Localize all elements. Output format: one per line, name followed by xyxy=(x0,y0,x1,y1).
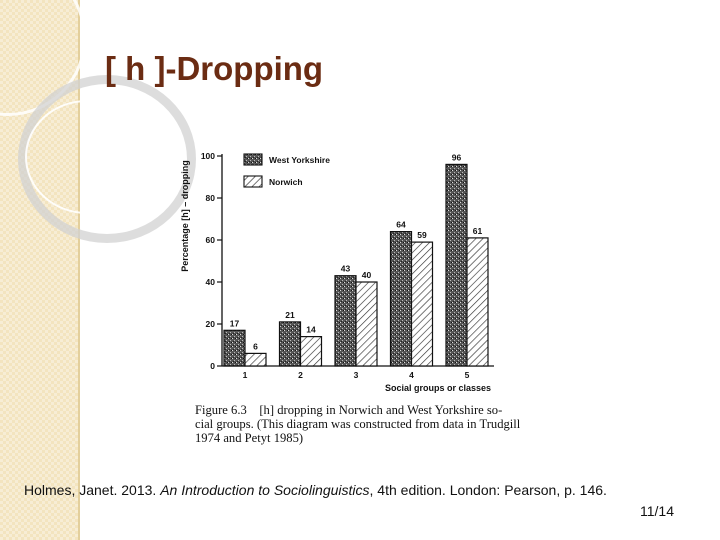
x-tick-label: 1 xyxy=(242,370,248,380)
citation-prefix: Holmes, Janet. 2013. xyxy=(24,482,161,498)
legend-label: West Yorkshire xyxy=(269,155,330,165)
caption-line: cial groups. (This diagram was constructed from data in Trudgill xyxy=(195,417,521,431)
caption-line: Figure 6.3 [h] dropping in Norwich and West Yorkshire so- xyxy=(195,403,503,417)
y-tick-label: 0 xyxy=(210,361,215,371)
bar-west-yorkshire xyxy=(391,232,412,366)
bar-value-label: 96 xyxy=(451,152,462,163)
bar-norwich xyxy=(301,337,322,366)
legend-swatch xyxy=(244,176,262,187)
x-tick-label: 4 xyxy=(409,370,414,380)
caption-line: 1974 and Petyt 1985) xyxy=(195,431,304,445)
legend-swatch xyxy=(244,154,262,165)
figure-caption xyxy=(195,403,565,445)
y-tick-label: 40 xyxy=(205,277,215,287)
y-tick-label: 60 xyxy=(205,235,215,245)
decorative-ring xyxy=(25,100,149,214)
bar-value-label: 6 xyxy=(253,341,258,352)
x-tick-label: 5 xyxy=(464,370,470,380)
bar-west-yorkshire xyxy=(224,330,245,366)
bar-west-yorkshire xyxy=(280,322,301,366)
page-number: 11/14 xyxy=(640,503,674,519)
bar-west-yorkshire xyxy=(335,276,356,366)
x-axis-label: Social groups or classes xyxy=(385,383,492,393)
bar-value-label: 61 xyxy=(472,225,483,236)
y-tick-label: 80 xyxy=(205,193,215,203)
bar-value-label: 21 xyxy=(285,309,295,320)
book-title: An Introduction to Sociolinguistics xyxy=(160,482,370,498)
bar-norwich xyxy=(467,238,488,366)
bar-norwich xyxy=(412,242,433,366)
bar-value-label: 59 xyxy=(417,230,427,241)
bar-value-label: 40 xyxy=(361,270,372,280)
x-tick-label: 2 xyxy=(298,370,303,380)
x-tick-label: 3 xyxy=(353,370,359,380)
citation-suffix: , 4th edition. London: Pearson, p. 146. xyxy=(369,482,607,498)
bar-west-yorkshire xyxy=(446,164,467,366)
bar-value-label: 14 xyxy=(306,324,316,335)
bar-value-label: 17 xyxy=(229,318,240,329)
y-tick-label: 100 xyxy=(200,151,215,161)
bar-value-label: 43 xyxy=(340,263,351,274)
y-axis-label: Percentage [h] – dropping xyxy=(180,160,190,272)
bar-chart xyxy=(172,146,517,396)
bar-value-label: 64 xyxy=(396,219,406,230)
bar-norwich xyxy=(245,353,266,366)
legend-label: Norwich xyxy=(269,177,303,187)
bar-norwich xyxy=(356,282,377,366)
slide-title: [ h ]-Dropping xyxy=(105,50,324,87)
citation xyxy=(24,482,714,498)
y-tick-label: 20 xyxy=(205,319,215,329)
